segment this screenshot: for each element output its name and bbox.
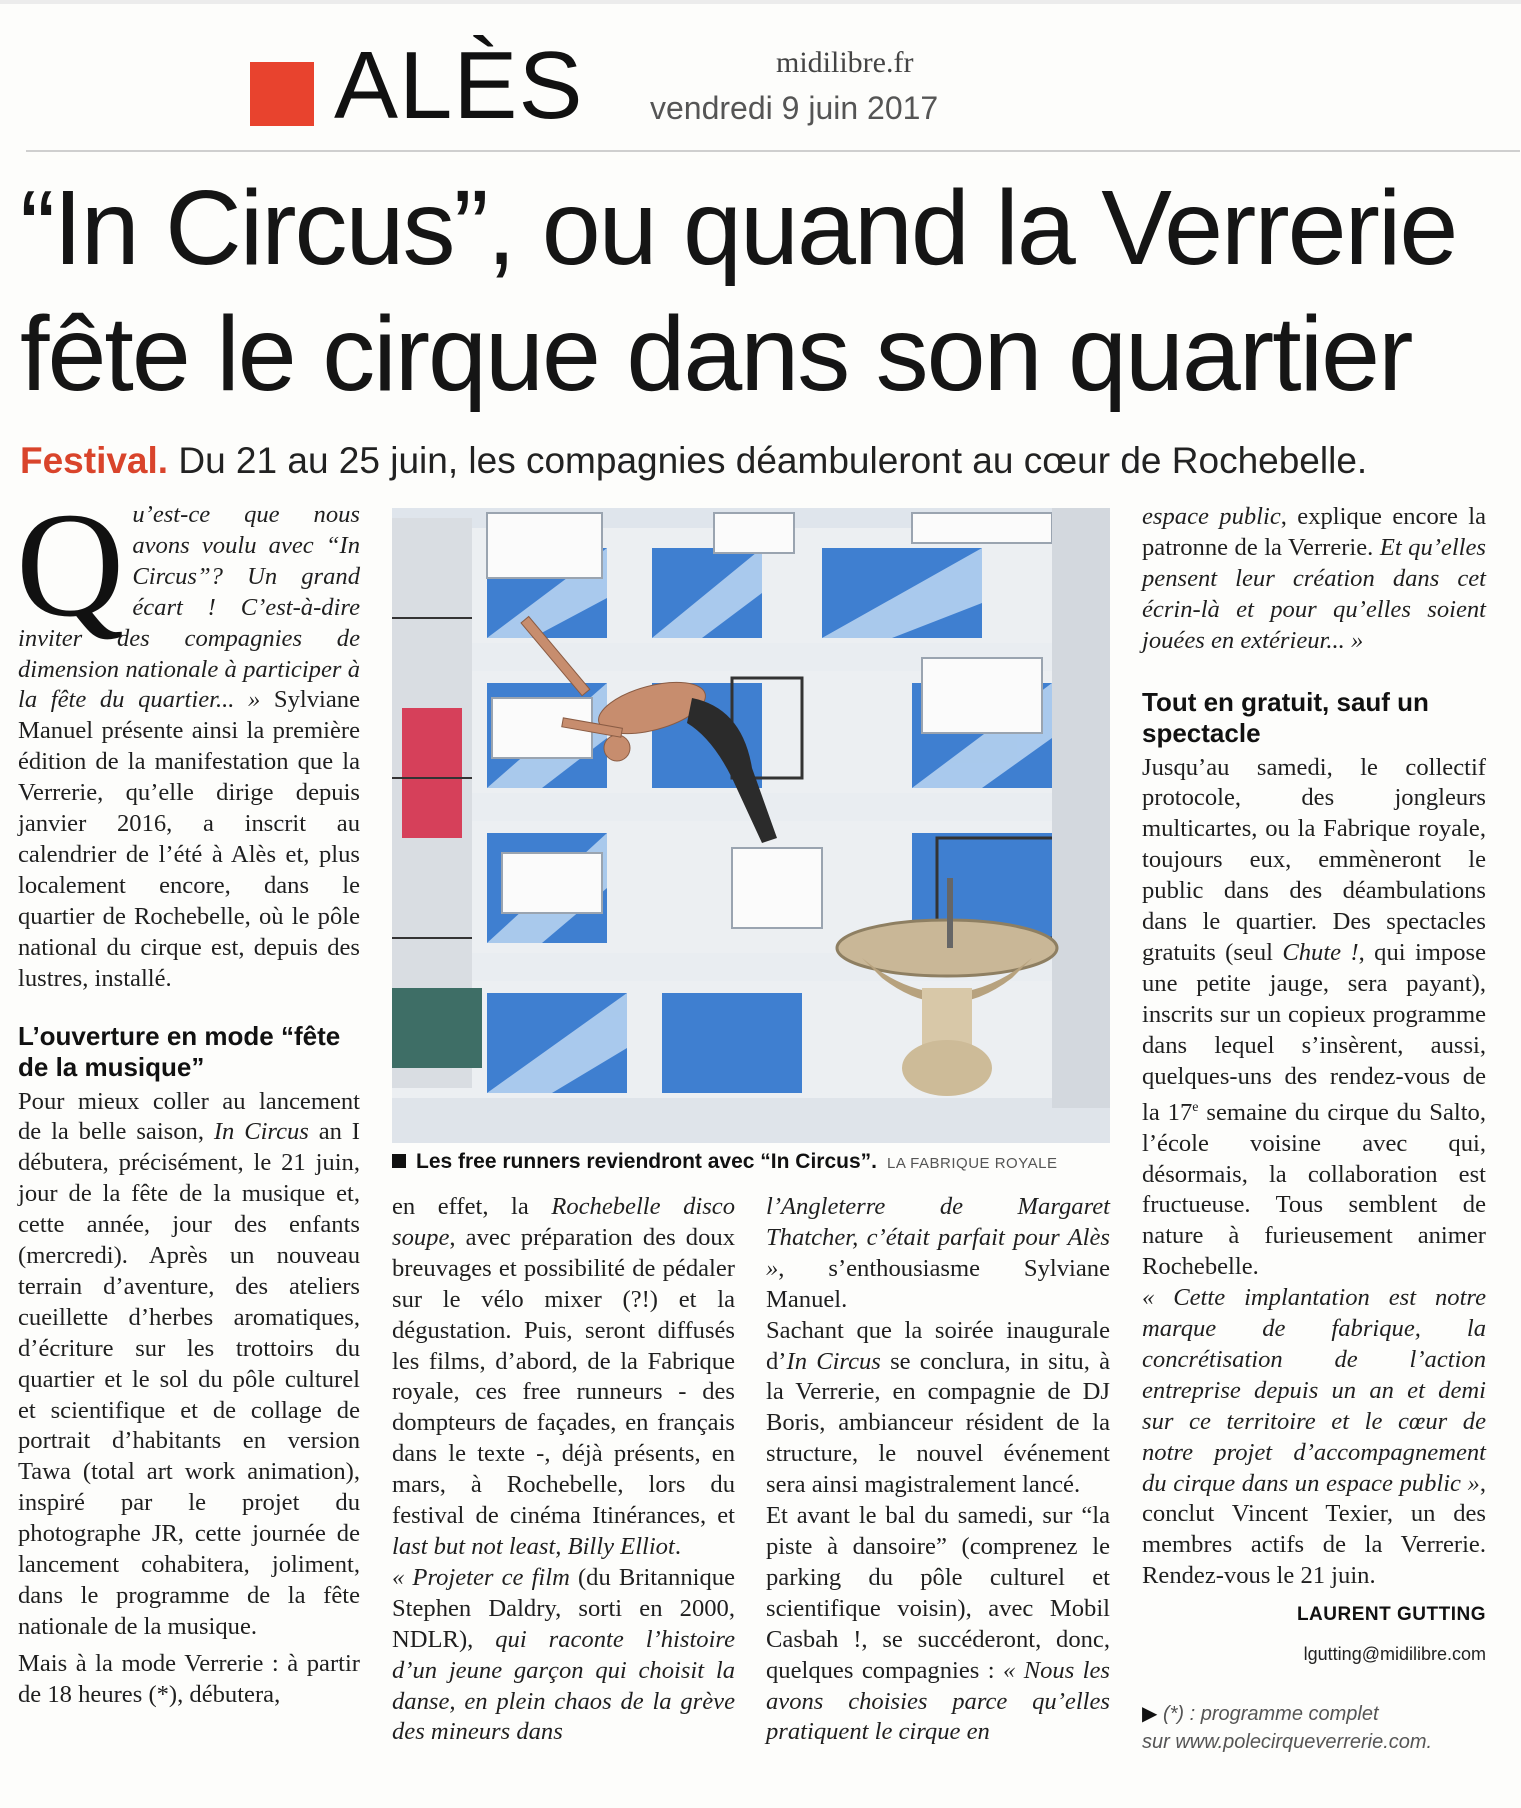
intertitle-2: Tout en gratuit, sauf un spectacle [1142, 686, 1429, 748]
column-2 [392, 1192, 735, 1748]
program-note: ▶ (*) : programme complet sur www.polecirqueverrerie.com. [1142, 1703, 1433, 1753]
top-border [0, 0, 1521, 4]
paragraph-6: l’Angleterre de Margaret Thatcher, c’était parfait pour Alès », s’enthousiasme Sylviane Manuel. [766, 1193, 1110, 1313]
paragraph-11: « Cette implantation est notre marque de fabrique, la concrétisation de l’action entreprise depuis un an et demi sur ce territoire et le cœur de notre projet d’accompagnement du cirque dans un espace public », conclut Vincent Texier, un des membres actifs de la Verrerie. Rendez-vous le 21 juin. [1142, 1284, 1486, 1590]
paragraph-5: « Projeter ce film (du Britannique Stephen Daldry, sorti en 2000, NDLR), qui raconte l’histoire d’un jeune garçon qui choisit la danse, en plein chaos de la grève des mineurs dans [392, 1563, 735, 1746]
issue-date: vendredi 9 juin 2017 [650, 90, 939, 126]
paragraph-3: Mais à la mode Verrerie : à partir de 18 heures (*), débutera, [18, 1649, 360, 1708]
program-url: sur www.polecirqueverrerie.com. [1142, 1731, 1433, 1753]
section-marker [250, 62, 314, 126]
paragraph-8: Et avant le bal du samedi, sur “la piste à dansoire” (comprenez le parking du pôle culturel et scientifique voisin), avec Mobil Casbah !, se succéderont, donc, quelques compagnies : « Nous les avons choisies parce qu’elles pratiquent le cirque en [766, 1502, 1110, 1746]
paragraph-4: en effet, la Rochebelle disco soupe, avec préparation des doux breuvages et possibilité de pédaler sur le vélo mixer (?!) et la dégustation. Puis, seront diffusés les films, d’abord, de la Fabrique royale, ces free runneurs - des dompteurs de façades, en français dans le texte -, déjà présents, en mars, à Rochebelle, lors du festival de cinéma Itinérances, et last but not least, Billy Elliot. [392, 1193, 736, 1560]
subheadline [20, 440, 1520, 482]
headline: “In Circus”, ou quand la Verrerie fête le cirque dans son quartier [20, 169, 1457, 413]
quote-intro: u’est-ce que nous avons voulu avec “In Circus”? Un grand écart ! C’est-à-dire inviter des compagnies de dimension nationale à participer à la fête du quartier... » [18, 501, 360, 714]
article-photo [392, 508, 1110, 1143]
drop-cap: Q [16, 482, 125, 648]
subhead-text: Du 21 au 25 juin, les compagnies déambuleront au cœur de Rochebelle. [168, 440, 1368, 481]
photo-caption: Les free runners reviendront avec “In Circus”. LA FABRIQUE ROYALE [392, 1150, 1110, 1174]
column-4 [1142, 502, 1486, 1756]
photo-illustration [392, 508, 1110, 1143]
paragraph-1: Qu’est-ce que nous avons voulu avec “In Circus”? Un grand écart ! C’est-à-dire inviter des compagnies de dimension nationale à participer à la fête du quartier... » Sylviane Manuel présente ainsi la première édition de la manifestation que la Verrerie, qu’elle dirige depuis janvier 2016, a inscrit au calendrier de l’été à Alès et, plus localement encore, dans le quartier de Rochebelle, où le pôle national du cirque est, depuis des lustres, installé. [16, 482, 360, 992]
column-3 [766, 1192, 1110, 1748]
column-1 [16, 482, 360, 1711]
kicker: Festival. [20, 440, 169, 481]
author-byline: LAURENT GUTTING [1296, 1604, 1486, 1626]
paragraph-10: Jusqu’au samedi, le collectif protocole, des jongleurs multicartes, ou la Fabrique royale, toujours eux, emmèneront le public dans des déambulations dans le quartier. Des spectacles gratuits (seul Chute !, qui impose une petite jauge, sera payant), inscrits sur un copieux programme dans lequel s’insèrent, aussi, quelques-uns des rendez-vous de la 17e semaine du cirque du Salto, l’école voisine avec qui, désormais, la collaboration est fructueuse. Tous semblent de nature à furieusement animer Rochebelle. [1142, 753, 1486, 1281]
header-divider [26, 150, 1520, 152]
intertitle-1: L’ouverture en mode “fête de la musique” [18, 1020, 341, 1082]
paragraph-2: Pour mieux coller au lancement de la belle saison, In Circus an I débutera, précisément, le 21 juin, jour de la fête de la musique et, cette année, jour des enfants (mercredi). Après un nouveau terrain d’aventure, des ateliers cueillette d’herbes aromatiques, d’écriture sur les trottoirs du quartier et le sol du pôle culturel et scientifique et de collage de portrait d’habitants en version Tawa (total art work animation), inspiré par le projet du photographe JR, cette journée de lancement cohabitera, joliment, dans le programme de la fête nationale de la musique. [18, 1087, 360, 1640]
photo-credit: LA FABRIQUE ROYALE [887, 1155, 1058, 1172]
note-marker-icon: ▶ [1142, 1703, 1163, 1725]
paragraph-9: espace public, explique encore la patronne de la Verrerie. Et qu’elles pensent leur création dans cet écrin-là et pour qu’elles soient jouées en extérieur... » [1142, 503, 1486, 654]
author-email: lgutting@midilibre.com [1303, 1644, 1486, 1665]
site-name: midilibre.fr [776, 46, 914, 79]
caption-marker [392, 1154, 406, 1168]
paragraph-7: Sachant que la soirée inaugurale d’In Circus se conclura, in situ, à la Verrerie, en compagnie de DJ Boris, ambianceur résident de la structure, le nouvel événement sera ainsi magistralement lancé. [766, 1316, 1110, 1499]
section-title: ALÈS [334, 32, 584, 139]
